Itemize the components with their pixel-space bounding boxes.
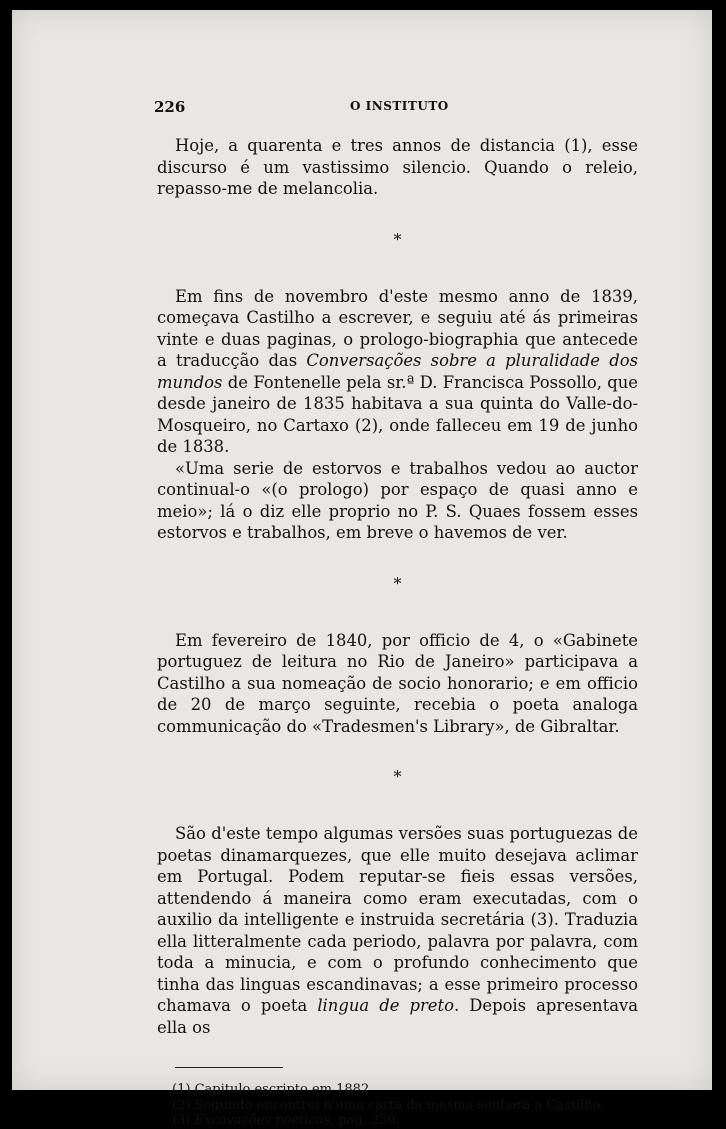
- paragraph-1: Hoje, a quarenta e tres annos de distancia (1), esse discurso é um vastissimo silencio. Quando o releio, repasso-me de melancolia.: [157, 136, 638, 198]
- paragraph-5: São d'este tempo algumas versões suas portuguezas de poetas dinamarquezes, que elle muito desejava aclimar em Portugal. Podem reputar-se fieis essas versões, attendendo á maneira como eram executadas, com o auxilio da intelligente e instruida secretária (3). Traduzia ella litteralmente cada periodo, palavra por palavra, com toda a minucia, e com o profundo conhecimento que tinha das linguas escandinavas; a esse primeiro processo chamava o poeta lingua de preto. Depois apresentava ella os: [157, 824, 638, 1037]
- section-separator: *: [393, 573, 402, 593]
- footnote-rule: [175, 1067, 283, 1068]
- page-number: 226: [154, 98, 186, 116]
- section-separator: *: [393, 229, 402, 249]
- footnote: (3) Excavações poeticas, pag. 250.: [172, 1113, 400, 1128]
- paragraph-3: «Uma serie de estorvos e trabalhos vedou ao auctor continual-o «(o prologo) por espaço de quasi anno e meio»; lá o diz elle proprio no P. S. Quaes fossem esses estorvos e trabalhos, em breve o havemos de ver.: [157, 458, 638, 542]
- book-page: [12, 10, 712, 1128]
- footnotes: [157, 1082, 638, 1129]
- book-title: Conversações sobre a pluralidade dos mundos: [157, 351, 638, 392]
- paragraph-2: Em fins de novembro d'este mesmo anno de 1839, começava Castilho a escrever, e seguiu até ás primeiras vinte e duas paginas, o prologo-biographia que antecede a traducção das Conversações sobre a pluralidade dos mundos de Fontenelle pela sr.ª D. Francisca Possollo, que desde janeiro de 1835 habitava a sua quinta do Valle-do-Mosqueiro, no Cartaxo (2), onde falleceu em 19 de junho de 1838.: [157, 286, 638, 456]
- footnote: (2) Segundo encontrei n'uma carta da mesma senhora a Castilho.: [172, 1097, 605, 1113]
- italic-phrase: lingua de preto: [317, 996, 454, 1015]
- section-separator: *: [393, 767, 402, 786]
- footnote: (1) Capitulo escripto em 1882.: [172, 1082, 374, 1097]
- page-body: [157, 135, 638, 1129]
- paragraph-4: Em fevereiro de 1840, por officio de 4, o «Gabinete portuguez de leitura no Rio de Janeiro» participava a Castilho a sua nomeação de socio honorario; e em officio de 20 de março seguinte, recebia o poeta analoga communicação do «Tradesmen's Library», de Gibraltar.: [157, 630, 638, 736]
- running-title: O INSTITUTO: [350, 99, 449, 113]
